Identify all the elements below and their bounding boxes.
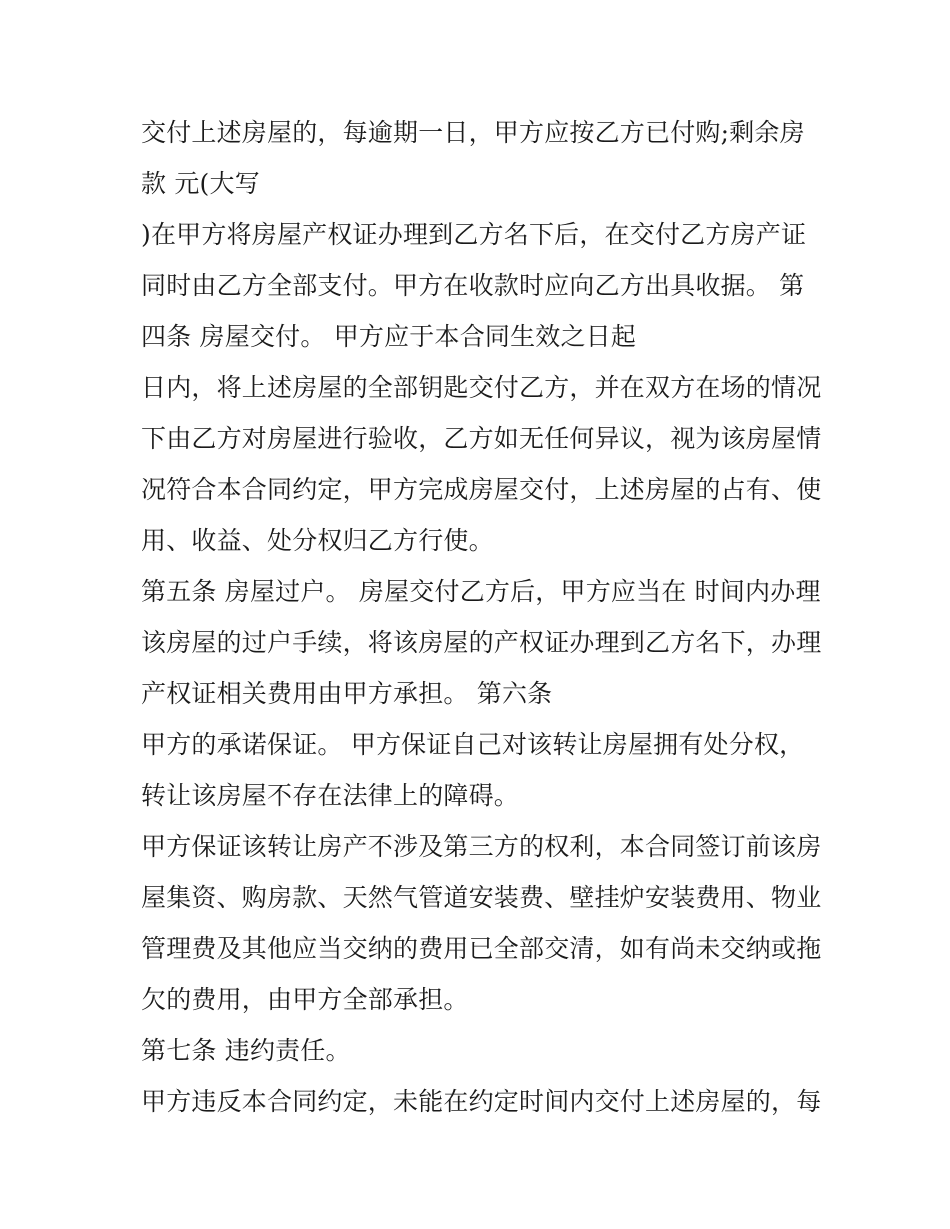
text-line: 转让该房屋不存在法律上的障碍。 [141, 781, 520, 810]
text-line: 交付上述房屋的，每逾期一日，甲方应按乙方已付购;剩余房 [141, 118, 805, 147]
text-line: 甲方违反本合同约定，未能在约定时间内交付上述房屋的，每 [141, 1087, 822, 1116]
text-line: 管理费及其他应当交纳的费用已全部交清，如有尚未交纳或拖 [141, 934, 822, 963]
text-line: 用、收益、处分权归乙方行使。 [141, 526, 494, 555]
text-line: )在甲方将房屋产权证办理到乙方名下后，在交付乙方房产证 [141, 220, 807, 249]
text-line: 欠的费用，由甲方全部承担。 [141, 985, 469, 1014]
text-line: 甲方保证该转让房产不涉及第三方的权利，本合同签订前该房 [141, 832, 822, 861]
text-line: 第五条 房屋过户。 房屋交付乙方后，甲方应当在 时间内办理 [141, 577, 821, 606]
text-line: 况符合本合同约定，甲方完成房屋交付，上述房屋的占有、使 [141, 475, 822, 504]
text-line: 产权证相关费用由甲方承担。 第六条 [141, 679, 553, 708]
text-line: 日内，将上述房屋的全部钥匙交付乙方，并在双方在场的情况 [141, 373, 822, 402]
text-line: 同时由乙方全部支付。甲方在收款时应向乙方出具收据。 第 [141, 271, 805, 300]
text-line: 四条 房屋交付。 甲方应于本合同生效之日起 [141, 322, 637, 351]
text-line: 下由乙方对房屋进行验收，乙方如无任何异议，视为该房屋情 [141, 424, 822, 453]
text-line: 款 元(大写 [141, 169, 260, 198]
text-line: 第七条 违约责任。 [141, 1036, 351, 1065]
text-line: 该房屋的过户手续，将该房屋的产权证办理到乙方名下，办理 [141, 628, 822, 657]
text-line: 屋集资、购房款、天然气管道安装费、壁挂炉安装费用、物业 [141, 883, 822, 912]
text-line: 甲方的承诺保证。 甲方保证自己对该转让房屋拥有处分权， [141, 730, 805, 759]
contract-text-body [141, 107, 821, 1127]
